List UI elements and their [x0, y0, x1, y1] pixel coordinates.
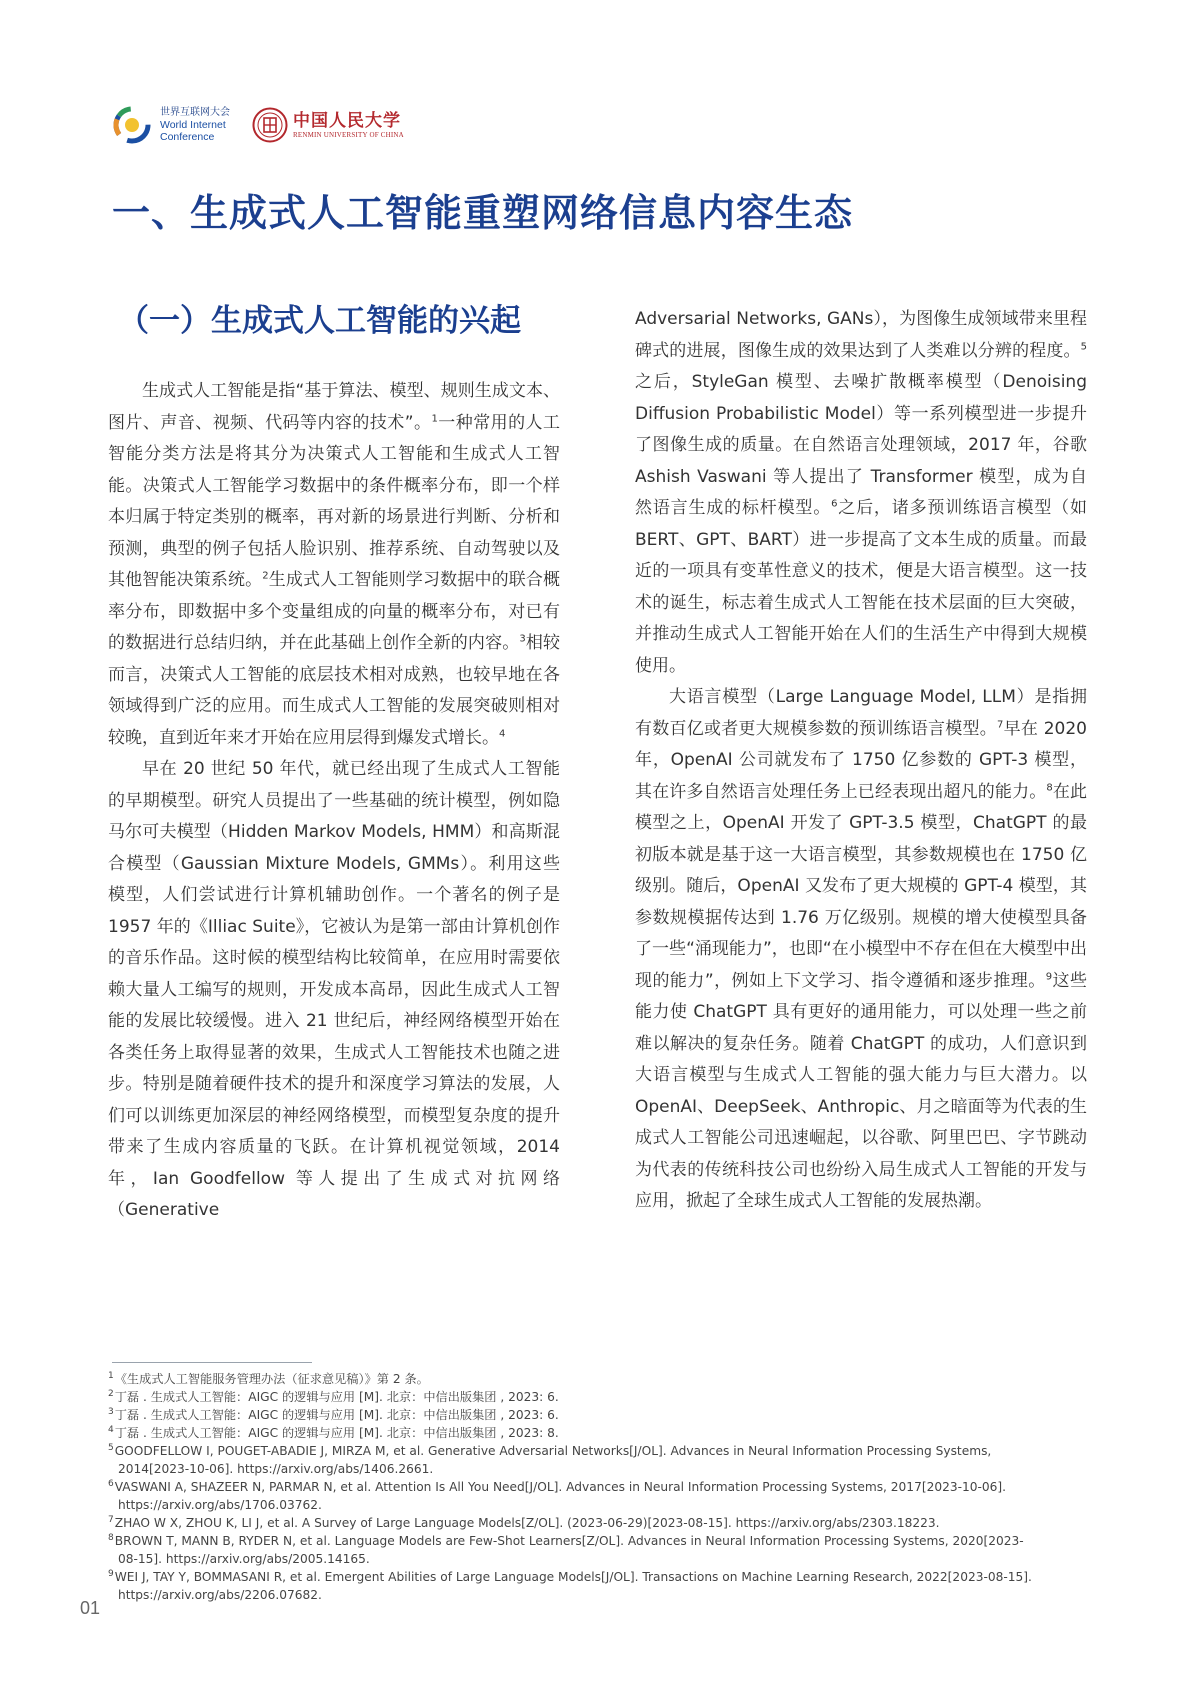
footnote: $^3$丁磊 . 生成式人工智能：AIGC 的逻辑与应用 [M]. 北京：中信出版集团 , 2023: 6. [108, 1406, 559, 1422]
footnote: $^1$《生成式人工智能服务管理办法（征求意见稿）》第 2 条。 [108, 1370, 429, 1386]
header-logos [112, 100, 404, 150]
footnotes [108, 1370, 1090, 1604]
footnote-divider [112, 1362, 312, 1363]
footnote: $^6$VASWANI A, SHAZEER N, PARMAR N, et al. Attention Is All You Need[J/OL]. Advances in Neural Information Processing Systems, 2017[2023-10-06]. [108, 1478, 1007, 1494]
paragraph: 早在 20 世纪 50 年代，就已经出现了生成式人工智能的早期模型。研究人员提出了一些基础的统计模型，例如隐马尔可夫模型（Hidden Markov Models, HMM）和高斯混合模型（Gaussian Mixture Models, GMMs）。利用这些模型，人们尝试进行计算机辅助创作。一个著名的例子是 1957 年的《Illiac Suite》，它被认为是第一部由计算机创作的音乐作品。这时候的模型结构比较简单，在应用时需要依赖大量人工编写的规则，开发成本高昂，因此生成式人工智能的发展比较缓慢。进入 21 世纪后，神经网络模型开始在各类任务上取得显著的效果，生成式人工智能技术也随之进步。特别是随着硬件技术的提升和深度学习算法的发展，人们可以训练更加深层的神经网络模型，而模型复杂度的提升带来了生成内容质量的飞跃。在计算机视觉领域，2014 年，Ian Goodfellow 等人提出了生成式对抗网络（Generative [108, 759, 560, 1220]
wic-logo-icon [112, 105, 152, 145]
ruc-seal-icon [252, 107, 288, 143]
footnote-continuation: 08-15]. https://arxiv.org/abs/2005.14165. [118, 1552, 370, 1566]
ruc-logo: 中国人民大学 RENMIN UNIVERSITY OF CHINA [252, 107, 404, 143]
right-column [635, 304, 1087, 1218]
footnote: $^7$ZHAO W X, ZHOU K, LI J, et al. A Survey of Large Language Models[Z/OL]. (2023-06-29)[2023-08-15]. https://arxiv.org/abs/2303.18223. [108, 1514, 940, 1530]
footnote: $^5$GOODFELLOW I, POUGET-ABADIE J, MIRZA M, et al. Generative Adversarial Networks[J/OL]. Advances in Neural Information Processing Systems, [108, 1442, 992, 1458]
page-title: 一、生成式人工智能重塑网络信息内容生态 [112, 191, 854, 235]
paragraph: 大语言模型（Large Language Model, LLM）是指拥有数百亿或者更大规模参数的预训练语言模型。$^7$早在 2020 年，OpenAI 公司就发布了 1750 亿参数的 GPT-3 模型，其在许多自然语言处理任务上已经表现出超凡的能力。$^8$在此模型之上，OpenAI 开发了 GPT-3.5 模型，ChatGPT 的最初版本就是基于这一大语言模型，其参数规模也在 1750 亿级别。随后，OpenAI 又发布了更大规模的 GPT-4 模型，其参数规模据传达到 1.76 万亿级别。规模的增大使模型具备了一些“涌现能力”，也即“在小模型中不存在但在大模型中出现的能力”，例如上下文学习、指令遵循和逐步推理。$^9$这些能力使 ChatGPT 具有更好的通用能力，可以处理一些之前难以解决的复杂任务。随着 ChatGPT 的成功，人们意识到大语言模型与生成式人工智能的强大能力与巨大潜力。以 OpenAI、DeepSeek、Anthropic、月之暗面等为代表的生成式人工智能公司迅速崛起，以谷歌、阿里巴巴、字节跳动为代表的传统科技公司也纷纷入局生成式人工智能的开发与应用，掀起了全球生成式人工智能的发展热潮。 [635, 687, 1088, 1211]
section-title: （一）生成式人工智能的兴起 [118, 303, 521, 339]
footnote-continuation: 2014[2023-10-06]. https://arxiv.org/abs/1406.2661. [118, 1462, 434, 1476]
paragraph: Adversarial Networks, GANs），为图像生成领域带来里程碑式的进展，图像生成的效果达到了人类难以分辨的程度。$^5$之后，StyleGan 模型、去噪扩散概率模型（Denoising Diffusion Probabilistic Model）等一系列模型进一步提升了图像生成的质量。在自然语言处理领域，2017 年，谷歌 Ashish Vaswani 等人提出了 Transformer 模型，成为自然语言生成的标杆模型。$^6$之后，诸多预训练语言模型（如 BERT、GPT、BART）进一步提高了文本生成的质量。而最近的一项具有变革性意义的技术，便是大语言模型。这一技术的诞生，标志着生成式人工智能在技术层面的巨大突破，并推动生成式人工智能开始在人们的生活生产中得到大规模使用。 [635, 309, 1088, 676]
paragraph: 生成式人工智能是指“基于算法、模型、规则生成文本、图片、声音、视频、代码等内容的技术”。$^1$一种常用的人工智能分类方法是将其分为决策式人工智能和生成式人工智能。决策式人工智能学习数据中的条件概率分布，即一个样本归属于特定类别的概率，再对新的场景进行判断、分析和预测，典型的例子包括人脸识别、推荐系统、自动驾驶以及其他智能决策系统。$^2$生成式人工智能则学习数据中的联合概率分布，即数据中多个变量组成的向量的概率分布，对已有的数据进行总结归纳，并在此基础上创作全新的内容。$^3$相较而言，决策式人工智能的底层技术相对成熟，也较早地在各领域得到广泛的应用。而生成式人工智能的发展突破则相对较晚，直到近年来才开始在应用层得到爆发式增长。$^4$ [108, 381, 561, 748]
footnote: $^8$BROWN T, MANN B, RYDER N, et al. Language Models are Few-Shot Learners[Z/OL]. Advances in Neural Information Processing Systems, 2020[2023- [108, 1532, 1024, 1548]
footnote: $^4$丁磊 . 生成式人工智能：AIGC 的逻辑与应用 [M]. 北京：中信出版集团 , 2023: 8. [108, 1424, 559, 1440]
footnote-continuation: https://arxiv.org/abs/2206.07682. [118, 1588, 322, 1602]
page-number: 01 [80, 1598, 101, 1618]
footnote: $^2$丁磊 . 生成式人工智能：AIGC 的逻辑与应用 [M]. 北京：中信出版集团 , 2023: 6. [108, 1388, 559, 1404]
footnote-continuation: https://arxiv.org/abs/1706.03762. [118, 1498, 322, 1512]
left-column [108, 376, 560, 1227]
wic-logo-text: 世界互联网大会 World Internet Conference [160, 107, 230, 143]
footnote: $^9$WEI J, TAY Y, BOMMASANI R, et al. Emergent Abilities of Large Language Models[J/OL]. Transactions on Machine Learning Research, 2022[2023-08-15]. [108, 1568, 1032, 1584]
